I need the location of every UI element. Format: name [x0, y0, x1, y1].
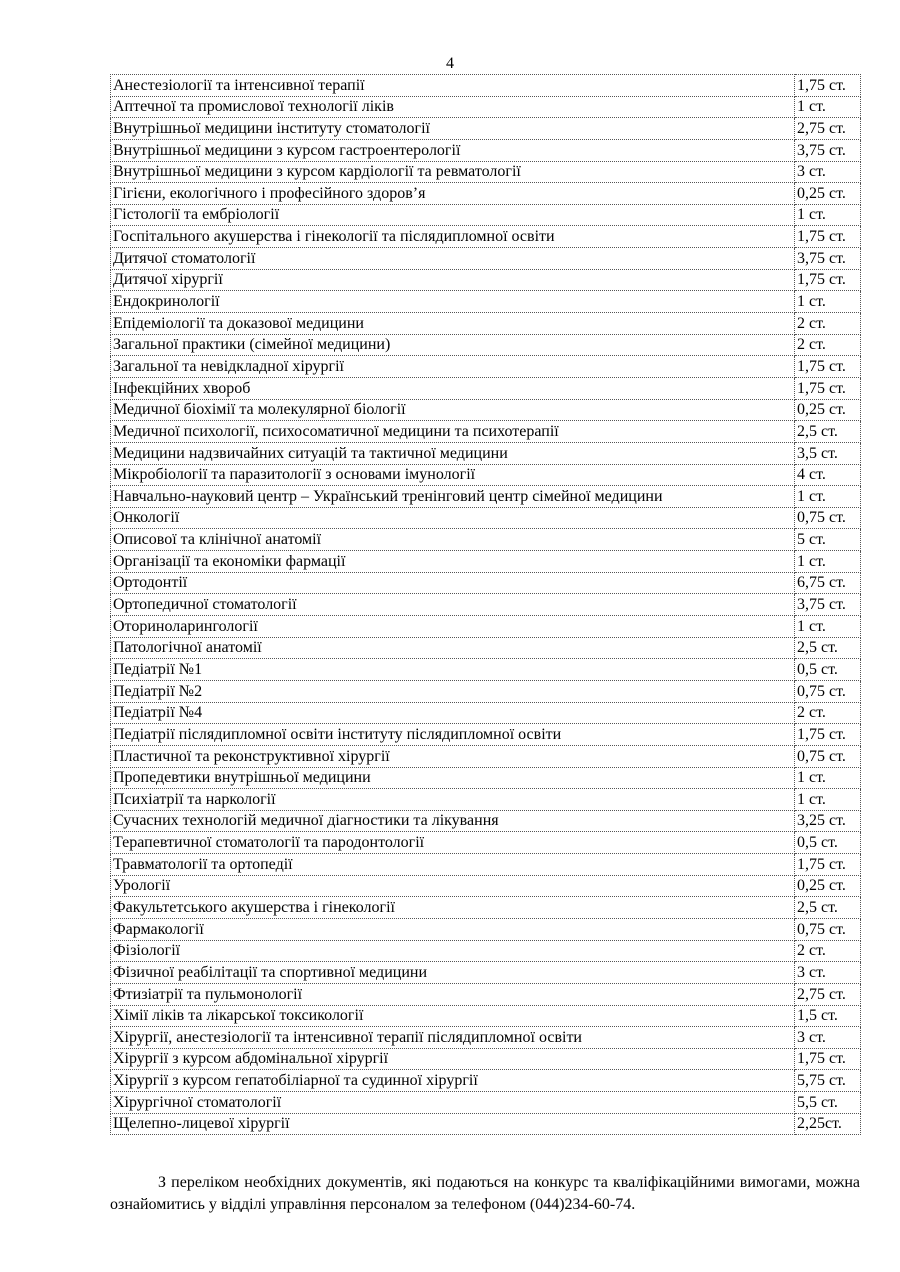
rate-cell: 1 ст.	[795, 96, 861, 118]
department-cell: Анестезіології та інтенсивної терапії	[111, 75, 795, 97]
department-cell: Оториноларингології	[111, 616, 795, 638]
table-row	[111, 594, 861, 616]
rate-cell: 1 ст.	[795, 616, 861, 638]
rate-cell: 1 ст.	[795, 204, 861, 226]
footer-paragraph	[110, 1172, 860, 1216]
rate-cell: 0,25 ст.	[795, 399, 861, 421]
rate-cell: 1,5 ст.	[795, 1005, 861, 1027]
department-cell: Епідеміології та доказової медицини	[111, 313, 795, 335]
footer-text: З переліком необхідних документів, які подаються на конкурс та кваліфікаційними вимогами, можна ознайомитись у відділі управління персоналом за телефоном (044)234-60-74.	[110, 1174, 860, 1213]
table-row	[111, 75, 861, 97]
rate-cell: 3,75 ст.	[795, 248, 861, 270]
table-row	[111, 204, 861, 226]
table-row	[111, 464, 861, 486]
department-cell: Педіатрії №1	[111, 659, 795, 681]
table-row	[111, 442, 861, 464]
department-cell: Щелепно-лицевої хірургії	[111, 1113, 795, 1135]
department-cell: Дитячої стоматології	[111, 248, 795, 270]
table-row	[111, 637, 861, 659]
department-cell: Внутрішньої медицини інституту стоматології	[111, 118, 795, 140]
rate-cell: 0,75 ст.	[795, 745, 861, 767]
page-number: 4	[446, 55, 454, 72]
rate-cell: 1,75 ст.	[795, 226, 861, 248]
positions-table	[110, 74, 861, 1135]
department-cell: Внутрішньої медицини з курсом кардіології та ревматології	[111, 161, 795, 183]
department-cell: Фізіології	[111, 940, 795, 962]
table-row	[111, 183, 861, 205]
table-row	[111, 421, 861, 443]
table-row	[111, 875, 861, 897]
positions-table-body	[111, 75, 861, 1135]
rate-cell: 2 ст.	[795, 702, 861, 724]
department-cell: Патологічної анатомії	[111, 637, 795, 659]
department-cell: Навчально-науковий центр – Український тренінговий центр сімейної медицини	[111, 486, 795, 508]
department-cell: Фармакології	[111, 918, 795, 940]
table-row	[111, 139, 861, 161]
department-cell: Загальної практики (сімейної медицини)	[111, 334, 795, 356]
department-cell: Ортопедичної стоматології	[111, 594, 795, 616]
department-cell: Педіатрії №2	[111, 680, 795, 702]
department-cell: Хірургії, анестезіології та інтенсивної терапії післядипломної освіти	[111, 1027, 795, 1049]
rate-cell: 3,5 ст.	[795, 442, 861, 464]
rate-cell: 2,75 ст.	[795, 983, 861, 1005]
rate-cell: 1 ст.	[795, 291, 861, 313]
rate-cell: 1 ст.	[795, 551, 861, 573]
rate-cell: 2,75 ст.	[795, 118, 861, 140]
rate-cell: 2 ст.	[795, 313, 861, 335]
rate-cell: 0,25 ст.	[795, 183, 861, 205]
table-row	[111, 1005, 861, 1027]
department-cell: Фізичної реабілітації та спортивної медицини	[111, 962, 795, 984]
department-cell: Описової та клінічної анатомії	[111, 529, 795, 551]
rate-cell: 1,75 ст.	[795, 75, 861, 97]
table-row	[111, 897, 861, 919]
department-cell: Аптечної та промислової технології ліків	[111, 96, 795, 118]
table-row	[111, 962, 861, 984]
table-row	[111, 334, 861, 356]
rate-cell: 1,75 ст.	[795, 356, 861, 378]
department-cell: Медичної психології, психосоматичної медицини та психотерапії	[111, 421, 795, 443]
rate-cell: 2 ст.	[795, 334, 861, 356]
table-row	[111, 789, 861, 811]
department-cell: Госпітального акушерства і гінекології та післядипломної освіти	[111, 226, 795, 248]
table-row	[111, 356, 861, 378]
table-row	[111, 1027, 861, 1049]
table-row	[111, 572, 861, 594]
table-row	[111, 1048, 861, 1070]
department-cell: Гістології та ембріології	[111, 204, 795, 226]
table-row	[111, 313, 861, 335]
table-row	[111, 399, 861, 421]
rate-cell: 1,75 ст.	[795, 1048, 861, 1070]
department-cell: Хімії ліків та лікарської токсикології	[111, 1005, 795, 1027]
table-row	[111, 810, 861, 832]
rate-cell: 1,75 ст.	[795, 724, 861, 746]
rate-cell: 3 ст.	[795, 161, 861, 183]
rate-cell: 2,5 ст.	[795, 897, 861, 919]
rate-cell: 3 ст.	[795, 962, 861, 984]
department-cell: Організації та економіки фармації	[111, 551, 795, 573]
table-row	[111, 940, 861, 962]
table-row	[111, 507, 861, 529]
table-row	[111, 269, 861, 291]
department-cell: Хірургічної стоматології	[111, 1092, 795, 1114]
rate-cell: 1,75 ст.	[795, 377, 861, 399]
department-cell: Факультетського акушерства і гінекології	[111, 897, 795, 919]
table-row	[111, 291, 861, 313]
rate-cell: 0,75 ст.	[795, 918, 861, 940]
department-cell: Травматології та ортопедії	[111, 854, 795, 876]
rate-cell: 0,75 ст.	[795, 507, 861, 529]
table-row	[111, 248, 861, 270]
rate-cell: 3,75 ст.	[795, 139, 861, 161]
rate-cell: 5 ст.	[795, 529, 861, 551]
table-row	[111, 96, 861, 118]
table-row	[111, 659, 861, 681]
table-row	[111, 745, 861, 767]
rate-cell: 1,75 ст.	[795, 269, 861, 291]
table-row	[111, 1113, 861, 1135]
department-cell: Психіатрії та наркології	[111, 789, 795, 811]
rate-cell: 5,5 ст.	[795, 1092, 861, 1114]
table-row	[111, 551, 861, 573]
department-cell: Дитячої хірургії	[111, 269, 795, 291]
rate-cell: 2,5 ст.	[795, 637, 861, 659]
department-cell: Інфекційних хвороб	[111, 377, 795, 399]
department-cell: Фтизіатрії та пульмонології	[111, 983, 795, 1005]
table-row	[111, 918, 861, 940]
table-row	[111, 724, 861, 746]
rate-cell: 0,5 ст.	[795, 659, 861, 681]
department-cell: Медицини надзвичайних ситуацій та тактичної медицини	[111, 442, 795, 464]
department-cell: Сучасних технологій медичної діагностики та лікування	[111, 810, 795, 832]
department-cell: Педіатрії післядипломної освіти інституту післядипломної освіти	[111, 724, 795, 746]
table-row	[111, 616, 861, 638]
rate-cell: 4 ст.	[795, 464, 861, 486]
department-cell: Ортодонтії	[111, 572, 795, 594]
department-cell: Медичної біохімії та молекулярної біології	[111, 399, 795, 421]
department-cell: Онкології	[111, 507, 795, 529]
rate-cell: 2,5 ст.	[795, 421, 861, 443]
table-row	[111, 226, 861, 248]
department-cell: Ендокринології	[111, 291, 795, 313]
table-row	[111, 702, 861, 724]
department-cell: Пластичної та реконструктивної хірургії	[111, 745, 795, 767]
table-row	[111, 1092, 861, 1114]
department-cell: Гігієни, екологічного і професійного здоров’я	[111, 183, 795, 205]
department-cell: Педіатрії №4	[111, 702, 795, 724]
rate-cell: 1 ст.	[795, 789, 861, 811]
department-cell: Урології	[111, 875, 795, 897]
table-row	[111, 486, 861, 508]
department-cell: Мікробіології та паразитології з основами імунології	[111, 464, 795, 486]
rate-cell: 0,75 ст.	[795, 680, 861, 702]
rate-cell: 1 ст.	[795, 486, 861, 508]
department-cell: Внутрішньої медицини з курсом гастроентерології	[111, 139, 795, 161]
rate-cell: 0,25 ст.	[795, 875, 861, 897]
table-row	[111, 767, 861, 789]
table-row	[111, 854, 861, 876]
rate-cell: 0,5 ст.	[795, 832, 861, 854]
department-cell: Хірургії з курсом абдомінальної хірургії	[111, 1048, 795, 1070]
department-cell: Хірургії з курсом гепатобіліарної та судинної хірургії	[111, 1070, 795, 1092]
rate-cell: 2 ст.	[795, 940, 861, 962]
table-row	[111, 983, 861, 1005]
rate-cell: 1 ст.	[795, 767, 861, 789]
rate-cell: 3,75 ст.	[795, 594, 861, 616]
table-row	[111, 832, 861, 854]
table-row	[111, 161, 861, 183]
rate-cell: 2,25ст.	[795, 1113, 861, 1135]
rate-cell: 1,75 ст.	[795, 854, 861, 876]
department-cell: Загальної та невідкладної хірургії	[111, 356, 795, 378]
table-row	[111, 118, 861, 140]
department-cell: Терапевтичної стоматології та пародонтології	[111, 832, 795, 854]
table-row	[111, 529, 861, 551]
rate-cell: 3 ст.	[795, 1027, 861, 1049]
department-cell: Пропедевтики внутрішньої медицини	[111, 767, 795, 789]
table-row	[111, 1070, 861, 1092]
rate-cell: 6,75 ст.	[795, 572, 861, 594]
table-row	[111, 680, 861, 702]
table-row	[111, 377, 861, 399]
rate-cell: 3,25 ст.	[795, 810, 861, 832]
rate-cell: 5,75 ст.	[795, 1070, 861, 1092]
